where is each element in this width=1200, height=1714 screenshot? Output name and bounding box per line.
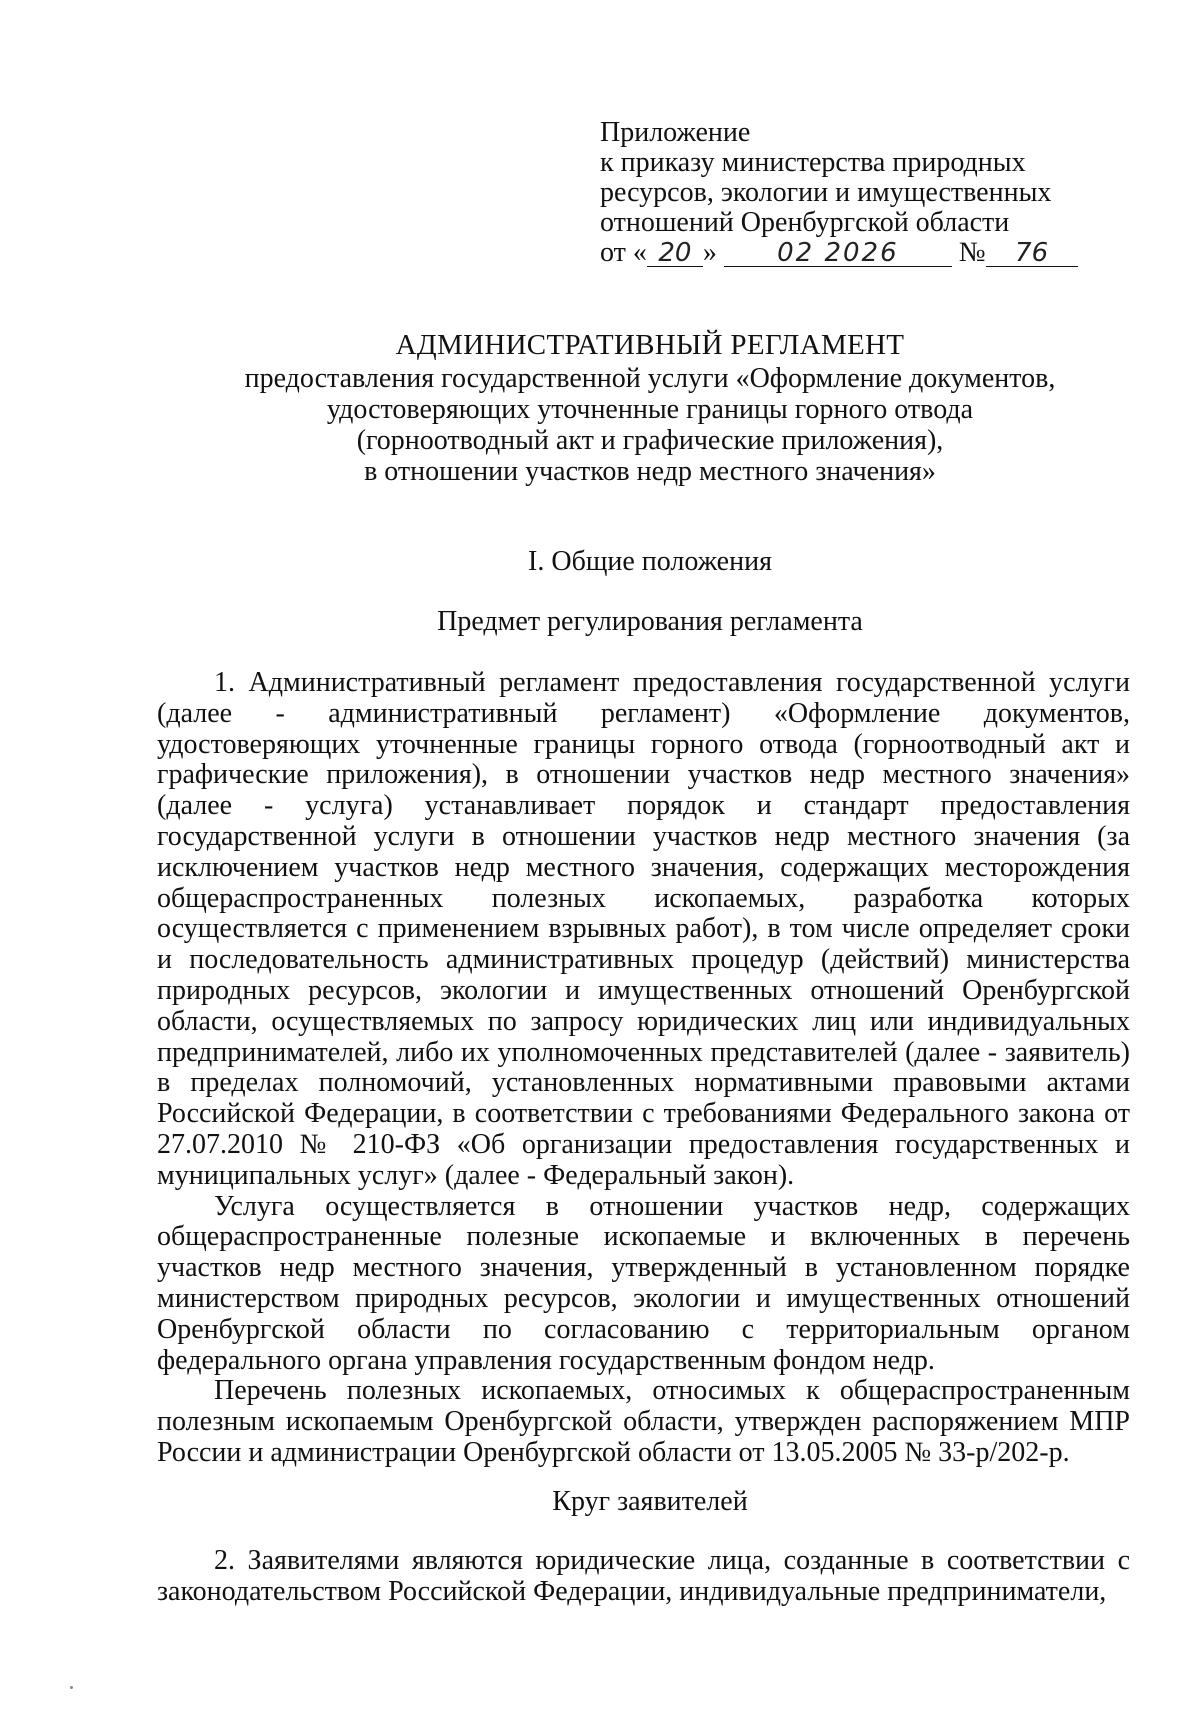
appendix-line: отношений Оренбургской области (600, 207, 1010, 238)
section-heading: I. Общие положения (528, 546, 772, 577)
paragraph: 2. Заявителями являются юридические лица, созданные в соответствии с законодательством Российской Федерации, индивидуальные предприниматели, (157, 1545, 1130, 1607)
handwritten-day: 20 (647, 240, 703, 267)
document-title-block (100, 330, 1200, 487)
appendix-line: к приказу министерства природных (600, 147, 1026, 178)
handwritten-month-year: 02 2026 (724, 240, 952, 267)
handwritten-order-number: 76 (986, 240, 1078, 267)
document-subtitle-line: удостоверяющих уточненные границы горного отвода (326, 394, 974, 425)
date-prefix: от « (600, 237, 647, 268)
appendix-block (600, 118, 1100, 268)
paragraph: 1. Административный регламент предоставления государственной услуги (далее - административный регламент) «Оформление документов, удостоверяющих уточненные границы горного отвода (горноотводный акт и графические приложения), в отношении участков недр местного значения» (далее - услуга) устанавливает порядок и стандарт предоставления государственной услуги в отношении участков недр местного значения (за исключением участков недр местного значения, содержащих месторождения общераспространенных полезных ископаемых, разработка которых осуществляется с применением взрывных работ), в том числе определяет сроки и последовательность административных процедур (действий) министерства природных ресурсов, экологии и имущественных отношений Оренбургской области, осуществляемых по запросу юридических лиц или индивидуальных предпринимателей, либо их уполномоченных представителей (далее - заявитель) в пределах полномочий, установленных нормативными правовыми актами Российской Федерации, в соответствии с требованиями Федерального закона от 27.07.2010 № 210-ФЗ «Об организации предоставления государственных и муниципальных услуг» (далее - Федеральный закон). (157, 667, 1130, 1191)
subsection-heading: Круг заявителей (552, 1486, 748, 1517)
document-subtitle-line: предоставления государственной услуги «Оформление документов, (244, 363, 1056, 394)
body-text (157, 1546, 1130, 1608)
document-title: АДМИНИСТРАТИВНЫЙ РЕГЛАМЕНТ (395, 329, 905, 361)
paragraph: Услуга осуществляется в отношении участков недр, содержащих общераспространенные полезные ископаемые и включенных в перечень участков недр местного значения, утвержденный в установленном порядке министерством природных ресурсов, экологии и имущественных отношений Оренбургской области по согласованию с территориальным органом федерального органа управления государственным фондом недр. (157, 1190, 1130, 1376)
subsection-heading: Предмет регулирования регламента (437, 606, 863, 637)
date-mid: » (702, 237, 717, 268)
scan-artifact (70, 1686, 73, 1689)
document-subtitle-line: (горноотводный акт и графические приложения), (356, 425, 944, 456)
order-date-line (600, 238, 1100, 268)
number-prefix: № (958, 237, 986, 268)
appendix-line: ресурсов, экологии и имущественных (600, 177, 1052, 208)
paragraph: Перечень полезных ископаемых, относимых к общераспространенным полезным ископаемым Оренбургской области, утвержден распоряжением МПР России и администрации Оренбургской области от 13.05.2005 № 33-р/202-р. (157, 1375, 1130, 1468)
appendix-title: Приложение (600, 117, 751, 148)
document-subtitle-line: в отношении участков недр местного значения» (364, 456, 936, 487)
body-text (157, 668, 1130, 1469)
